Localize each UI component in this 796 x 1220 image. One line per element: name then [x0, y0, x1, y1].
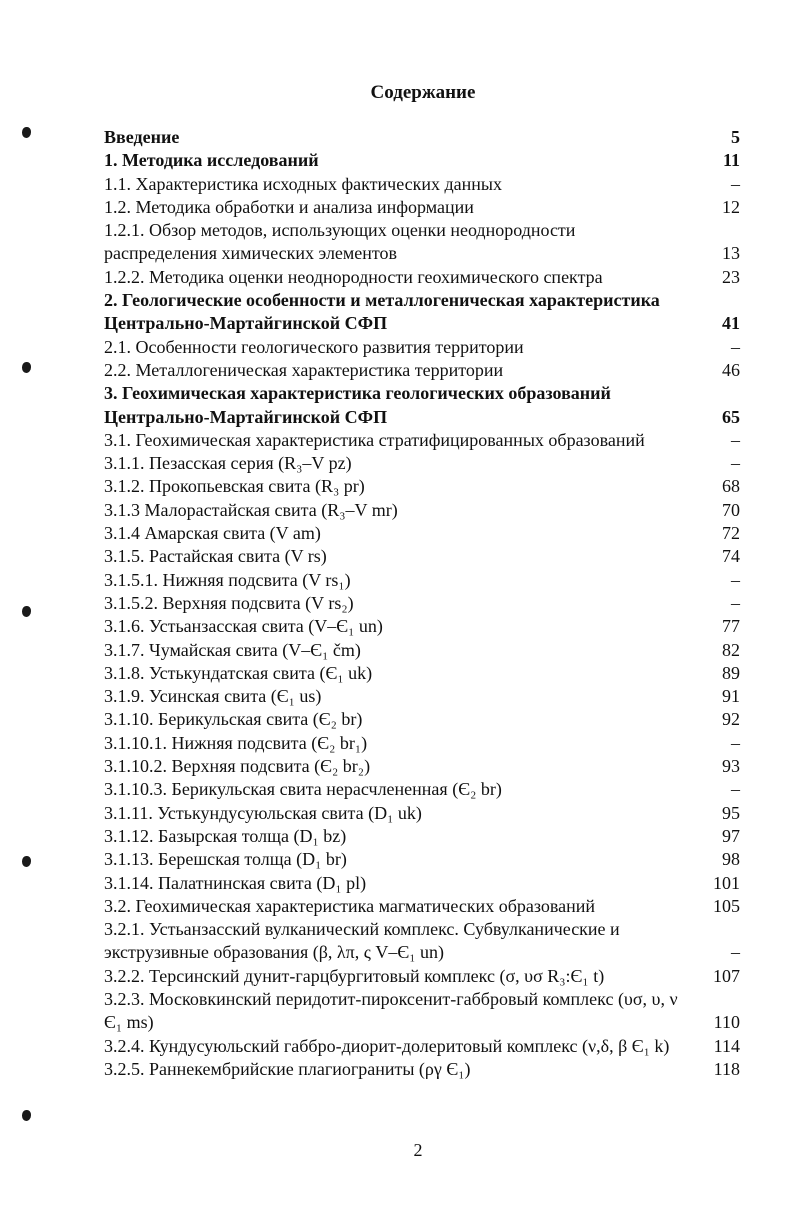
toc-entry-page: 74: [722, 546, 740, 567]
toc-entry-title: 3.1.11. Устькундусуюльская свита (D₁ uk): [104, 802, 422, 823]
toc-entry-title: 1.1. Характеристика исходных фактических данных: [104, 173, 503, 194]
toc-entry: [104, 173, 740, 196]
toc-entry-page: 82: [722, 639, 740, 660]
toc-entry-title: 3.1.5.2. Верхняя подсвита (V rs₂): [104, 592, 354, 613]
toc-entry: [104, 219, 740, 266]
toc-entry-title: 3.1.13. Берешская толща (D₁ br): [104, 849, 347, 870]
toc-entry: [104, 755, 740, 778]
toc-entry-title: 1. Методика исследований: [104, 150, 319, 171]
toc-entry-title: 3.1.2. Прокопьевская свита (R₃ pr): [104, 476, 365, 497]
toc-entry: [104, 499, 740, 522]
toc-entry-page: 70: [722, 499, 740, 520]
toc-entry-title: 1.2.2. Методика оценки неоднородности геохимического спектра: [104, 266, 603, 287]
toc-entry-page: 98: [722, 849, 740, 870]
punch-hole: [22, 362, 31, 373]
toc-entry-page: –: [731, 173, 740, 194]
toc-entry-page: 105: [713, 895, 740, 916]
toc-entry-page: –: [731, 592, 740, 613]
toc-entry-page: 91: [722, 686, 740, 707]
toc-entry: [104, 918, 740, 965]
toc-entry-page: 41: [722, 313, 740, 334]
toc-entry: [104, 522, 740, 545]
toc-entry-page: 114: [713, 1035, 740, 1056]
toc-entry-page: 93: [722, 756, 740, 777]
toc-entry-page: –: [731, 336, 740, 357]
toc-entry-title: 3.2.2. Терсинский дунит-гарцбургитовый комплекс (σ, υσ R₃:Є₁ t): [104, 965, 605, 986]
toc-entry-title: 3.2. Геохимическая характеристика магматических образований: [104, 895, 595, 916]
toc-entry-page: 95: [722, 802, 740, 823]
toc-entry-title: 2. Геологические особенности и металлогеническая характеристика Центрально-Мартайгинской СФП: [104, 290, 660, 334]
toc-entry-title: 3.1.10.3. Берикульская свита нерасчлененная (Є₂ br): [104, 779, 502, 800]
toc-entry-page: 77: [722, 616, 740, 637]
toc-entry: [104, 266, 740, 289]
toc-entry: [104, 452, 740, 475]
punch-hole: [22, 1110, 31, 1121]
toc-entry-title: 2.1. Особенности геологического развития территории: [104, 336, 524, 357]
toc-entry-page: 65: [722, 406, 740, 427]
toc-entry-page: –: [731, 453, 740, 474]
toc-entry-title: 3.1.4 Амарская свита (V am): [104, 523, 321, 544]
toc-entry-title: 3.1.8. Устькундатская свита (Є₁ uk): [104, 662, 373, 683]
toc-entry: [104, 685, 740, 708]
toc-entry-page: 68: [722, 476, 740, 497]
toc-entry-page: 118: [713, 1058, 740, 1079]
toc-entry: [104, 872, 740, 895]
toc-entry-title: Введение: [104, 127, 180, 147]
punch-hole: [22, 856, 31, 867]
page-title: Содержание: [370, 82, 476, 103]
toc-entry: [104, 802, 740, 825]
toc-entry: [104, 429, 740, 452]
toc-entry-page: 46: [722, 359, 740, 380]
toc-entry: [104, 778, 740, 801]
toc-entry: [104, 359, 740, 382]
toc-entry: [104, 615, 740, 638]
toc-entry-page: 110: [713, 1012, 740, 1033]
toc-entry-title: 3.1.10.2. Верхняя подсвита (Є₂ br₂): [104, 756, 371, 777]
toc-entry: [104, 289, 740, 336]
toc-entry-page: 12: [722, 196, 740, 217]
toc-entry-page: 23: [722, 266, 740, 287]
toc-entry-title: 3.1.7. Чумайская свита (V–Є₁ čm): [104, 639, 361, 660]
toc-entry-page: 97: [722, 825, 740, 846]
toc-entry-title: 3. Геохимическая характеристика геологических образований Центрально-Мартайгинской СФП: [104, 383, 611, 427]
page-number: 2: [413, 1140, 423, 1160]
toc-entry: [104, 196, 740, 219]
toc-entry: [104, 569, 740, 592]
toc-entry-title: 3.1.6. Устьанзасская свита (V–Є₁ un): [104, 616, 383, 637]
toc-entry: [104, 1035, 740, 1058]
toc-entry: [104, 708, 740, 731]
toc-entry-page: 92: [722, 709, 740, 730]
toc-entry: [104, 382, 740, 429]
toc-entry: [104, 825, 740, 848]
toc-entry-title: 3.2.4. Кундусуюльский габбро-диорит-долеритовый комплекс (ν,δ, β Є₁ k): [104, 1035, 670, 1056]
toc-entry: [104, 126, 740, 149]
toc-entry: [104, 475, 740, 498]
toc-entry-title: 1.2. Методика обработки и анализа информации: [104, 196, 474, 217]
toc-entry-page: 101: [713, 872, 740, 893]
toc-entry-page: –: [731, 779, 740, 800]
toc-entry: [104, 662, 740, 685]
toc-entry-page: –: [731, 429, 740, 450]
toc-entry-page: 89: [722, 662, 740, 683]
toc-entry-title: 3.2.3. Московкинский перидотит-пироксенит-габбровый комплекс (υσ, υ, ν Є₁ ms): [104, 988, 678, 1033]
toc-entry: [104, 149, 740, 172]
toc-entry-title: 3.2.5. Раннекембрийские плагиограниты (ργ Є₁): [104, 1058, 471, 1079]
toc-entry: [104, 545, 740, 568]
toc-entry-title: 1.2.1. Обзор методов, использующих оценки неоднородности распределения химических элементов: [104, 220, 576, 264]
toc-entry-title: 3.1.12. Базырская толща (D₁ bz): [104, 825, 347, 846]
toc-entry-title: 3.1.5.1. Нижняя подсвита (V rs₁): [104, 569, 351, 590]
toc-entry: [104, 895, 740, 918]
toc-entry: [104, 336, 740, 359]
toc-entry: [104, 988, 740, 1035]
toc-entry-title: 3.1.14. Палатнинская свита (D₁ pl): [104, 872, 367, 893]
table-of-contents: [104, 126, 740, 1081]
punch-hole: [22, 127, 31, 138]
toc-entry-page: 107: [713, 965, 740, 986]
toc-entry-page: 5: [731, 127, 740, 147]
toc-entry-title: 3.2.1. Устьанзасский вулканический комплекс. Субвулканические и экструзивные образования (β, λπ, ς V–Є₁ un): [104, 919, 620, 963]
toc-entry-title: 3.1.9. Усинская свита (Є₁ us): [104, 686, 322, 707]
toc-entry-page: 13: [722, 243, 740, 264]
toc-entry: [104, 965, 740, 988]
toc-entry: [104, 732, 740, 755]
toc-entry-page: –: [731, 942, 740, 963]
toc-entry-page: 72: [722, 523, 740, 544]
toc-entry-page: 11: [722, 150, 740, 171]
toc-entry: [104, 592, 740, 615]
toc-entry-title: 3.1.1. Пезасская серия (R₃–V pz): [104, 453, 352, 474]
toc-entry: [104, 639, 740, 662]
toc-entry-title: 3.1.10. Берикульская свита (Є₂ br): [104, 709, 363, 730]
toc-entry-title: 3.1.3 Малорастайская свита (R₃–V mr): [104, 499, 398, 520]
punch-hole: [22, 606, 31, 617]
toc-entry-title: 3.1.10.1. Нижняя подсвита (Є₂ br₁): [104, 732, 368, 753]
toc-entry: [104, 848, 740, 871]
toc-entry: [104, 1058, 740, 1081]
toc-entry-page: –: [731, 569, 740, 590]
toc-entry-title: 3.1.5. Растайская свита (V rs): [104, 546, 327, 567]
toc-entry-title: 3.1. Геохимическая характеристика стратифицированных образований: [104, 429, 645, 450]
toc-entry-page: –: [731, 732, 740, 753]
toc-entry-title: 2.2. Металлогеническая характеристика территории: [104, 359, 504, 380]
